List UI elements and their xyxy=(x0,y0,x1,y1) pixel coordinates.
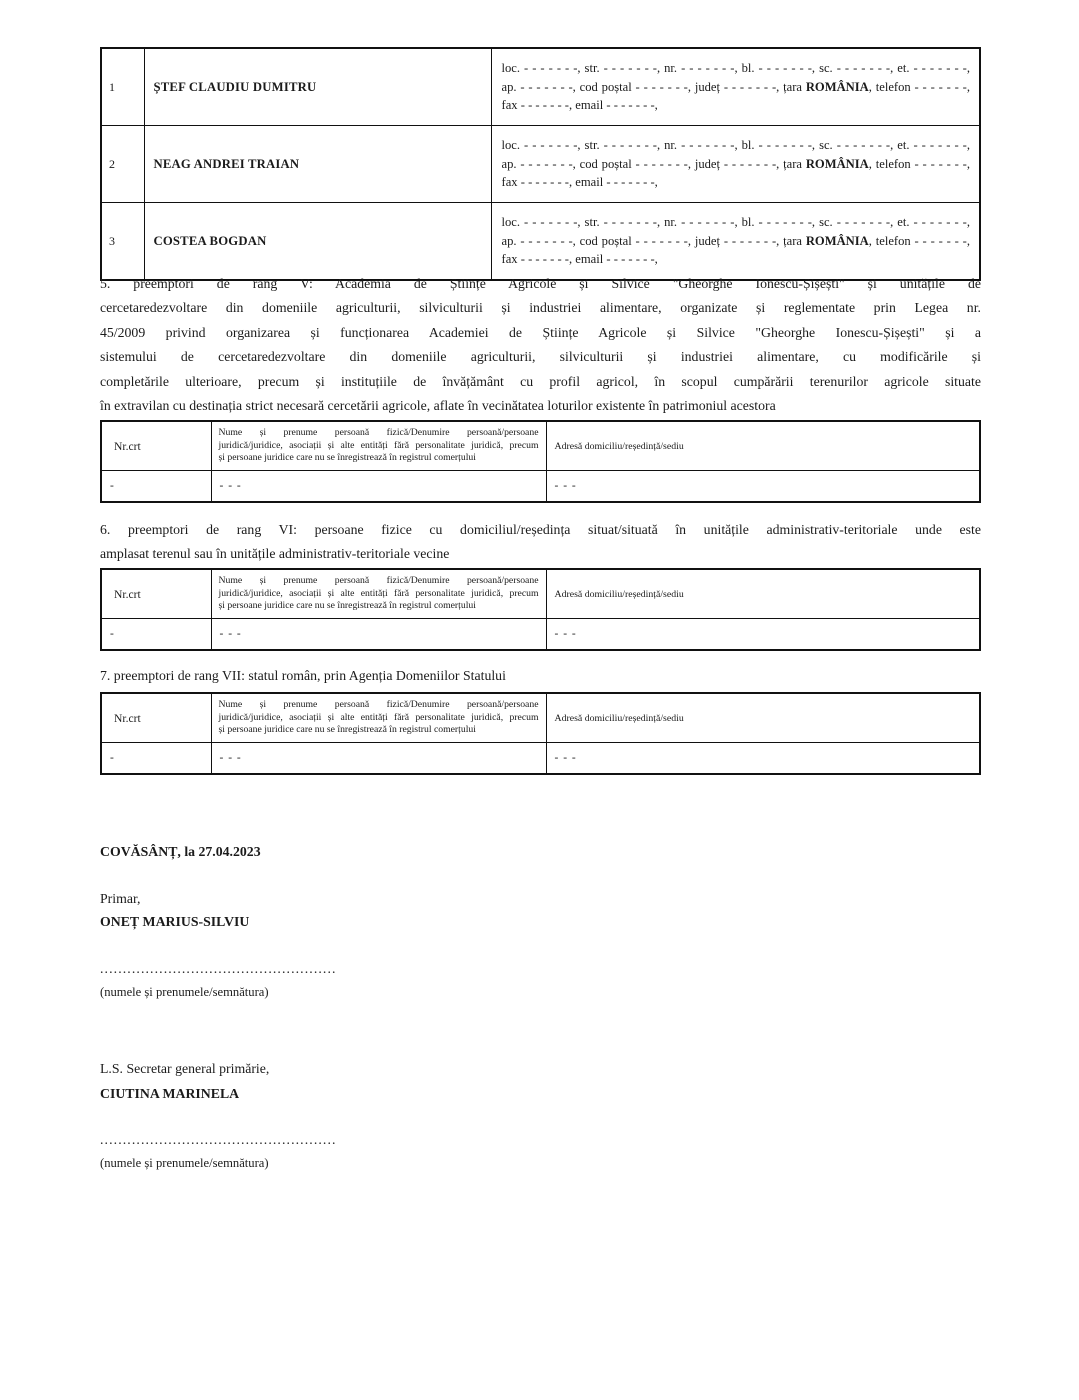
cell-address: - - - xyxy=(546,743,980,775)
paragraph-line: 7. preemptori de rang VII: statul român, prin Agenția Domeniilor Statului xyxy=(100,668,506,683)
address-line-2-prefix: ap. - - - - - - -, cod poștal - - - - - - -, județ - - - - - - -, țara xyxy=(501,79,806,94)
header-name-line: Nume și prenume persoană fizică/Denumire persoană/persoane xyxy=(218,427,539,439)
header-address: Adresă domiciliu/reședință/sediu xyxy=(546,569,980,619)
table-data-row xyxy=(101,743,980,775)
country-name: ROMÂNIA xyxy=(805,156,869,171)
country-name: ROMÂNIA xyxy=(805,233,869,248)
cell-name: - - - xyxy=(211,471,546,503)
header-name-line: juridică/juridice, asociații și alte entități fără personalitate juridică, precum xyxy=(218,711,539,723)
cell-address: - - - xyxy=(546,619,980,651)
rank6-preemptors-table xyxy=(100,568,981,651)
header-nrcrt: Nr.crt xyxy=(101,693,211,743)
header-name xyxy=(211,693,546,743)
table-header-row xyxy=(101,421,980,471)
owner-row-2 xyxy=(101,126,980,203)
paragraph-line: 5. preemptori de rang V: Academia de Științe Agricole și Silvice "Gheorghe Ionescu-Șișești" și unitățile de xyxy=(100,276,981,291)
paragraph-line: sistemului de cercetaredezvoltare din domeniile agriculturii, silviculturii și industriei alimentare, cu modificările și xyxy=(100,349,981,365)
address-line-1: loc. - - - - - - -, str. - - - - - - -, nr. - - - - - - -, bl. - - - - - - -, sc. - - - - - - -, et. - - - - - - -, xyxy=(501,215,970,230)
address-line-3: fax - - - - - - -, email - - - - - - -, xyxy=(501,252,658,267)
owner-index: 3 xyxy=(101,203,144,281)
secretary-role: L.S. Secretar general primărie, xyxy=(100,1061,270,1076)
address-line-2 xyxy=(502,232,971,251)
address-line-2-suffix: , telefon - - - - - - -, xyxy=(868,79,970,94)
paragraph-line: cercetaredezvoltare din domeniile agriculturii, silviculturii și industriei alimentare, organizate și reglementate prin Legea nr. xyxy=(100,300,981,316)
address-line-3: fax - - - - - - -, email - - - - - - -, xyxy=(501,98,658,113)
place-and-date: COVĂSÂNȚ, la 27.04.2023 xyxy=(100,844,261,859)
cell-name: - - - xyxy=(211,743,546,775)
secretary-name: CIUTINA MARINELA xyxy=(100,1086,240,1101)
header-name-line: juridică/juridice, asociații și alte entități fără personalitate juridică, precum xyxy=(218,439,539,451)
table-data-row xyxy=(101,471,980,503)
paragraph-line: amplasat terenul sau în unitățile administrativ-teritoriale vecine xyxy=(100,546,450,562)
header-name xyxy=(211,569,546,619)
cell-nr: - xyxy=(101,471,211,503)
rank7-preemptors-table xyxy=(100,692,981,775)
section-7-paragraph xyxy=(100,664,981,688)
secretary-signature-caption: (numele și prenumele/semnătura) xyxy=(100,1156,269,1170)
header-nrcrt: Nr.crt xyxy=(101,569,211,619)
owner-address xyxy=(491,126,980,203)
mayor-signature-caption: (numele și prenumele/semnătura) xyxy=(100,985,269,999)
section-5-paragraph xyxy=(100,272,981,418)
address-line-2-suffix: , telefon - - - - - - -, xyxy=(868,156,970,171)
owner-row-3 xyxy=(101,203,980,281)
mayor-signature-line: .................................................... xyxy=(100,961,337,976)
paragraph-line: în extravilan cu destinația strict necesară cercetării agricole, aflate în vecinătatea loturilor existente în patrimoniul acestora xyxy=(100,398,776,414)
country-name: ROMÂNIA xyxy=(805,79,869,94)
cell-name: - - - xyxy=(211,619,546,651)
secretary-signature-line: .................................................... xyxy=(100,1132,337,1147)
owners-table xyxy=(100,47,981,281)
table-header-row xyxy=(101,693,980,743)
cell-nr: - xyxy=(101,743,211,775)
address-line-2 xyxy=(502,78,971,97)
table-header-row xyxy=(101,569,980,619)
header-nrcrt: Nr.crt xyxy=(101,421,211,471)
section-6-paragraph xyxy=(100,518,981,567)
owner-name: ȘTEF CLAUDIU DUMITRU xyxy=(144,48,491,126)
mayor-name: ONEȚ MARIUS-SILVIU xyxy=(100,914,250,929)
paragraph-line: completările ulterioare, precum și instituțiile de învățământ cu profil agricol, în scopul cumpărării terenurilor agricole situate xyxy=(100,373,981,389)
rank5-preemptors-table xyxy=(100,420,981,503)
cell-nr: - xyxy=(101,619,211,651)
header-name-line: și persoane juridice care nu se înregistrează în registrul comerțului xyxy=(218,452,476,464)
mayor-role: Primar, xyxy=(100,891,141,906)
address-line-2 xyxy=(502,155,971,174)
header-name-line: și persoane juridice care nu se înregistrează în registrul comerțului xyxy=(218,724,476,736)
header-name xyxy=(211,421,546,471)
owner-index: 2 xyxy=(101,126,144,203)
address-line-2-prefix: ap. - - - - - - -, cod poștal - - - - - - -, județ - - - - - - -, țara xyxy=(501,156,806,171)
owner-address xyxy=(491,203,980,281)
cell-address: - - - xyxy=(546,471,980,503)
owner-name: COSTEA BOGDAN xyxy=(144,203,491,281)
header-name-line: juridică/juridice, asociații și alte entități fără personalitate juridică, precum xyxy=(218,587,539,599)
header-address: Adresă domiciliu/reședință/sediu xyxy=(546,421,980,471)
paragraph-line: 6. preemptori de rang VI: persoane fizice cu domiciliul/reședința situat/situată în unitățile administrativ-teritoriale unde este xyxy=(100,522,981,537)
address-line-1: loc. - - - - - - -, str. - - - - - - -, nr. - - - - - - -, bl. - - - - - - -, sc. - - - - - - -, et. - - - - - - -, xyxy=(501,138,970,153)
address-line-1: loc. - - - - - - -, str. - - - - - - -, nr. - - - - - - -, bl. - - - - - - -, sc. - - - - - - -, et. - - - - - - -, xyxy=(501,61,970,76)
owner-index: 1 xyxy=(101,48,144,126)
table-data-row xyxy=(101,619,980,651)
address-line-2-prefix: ap. - - - - - - -, cod poștal - - - - - - -, județ - - - - - - -, țara xyxy=(501,233,806,248)
paragraph-line: 45/2009 privind organizarea și funcționarea Academiei de Științe Agricole și Silvice "Gheorghe Ionescu-Șișești" și a xyxy=(100,324,981,340)
header-name-line: Nume și prenume persoană fizică/Denumire persoană/persoane xyxy=(218,575,539,587)
header-name-line: Nume și prenume persoană fizică/Denumire persoană/persoane xyxy=(218,699,539,711)
owner-row-1 xyxy=(101,48,980,126)
owner-address xyxy=(491,48,980,126)
address-line-2-suffix: , telefon - - - - - - -, xyxy=(868,233,970,248)
owner-name: NEAG ANDREI TRAIAN xyxy=(144,126,491,203)
header-name-line: și persoane juridice care nu se înregistrează în registrul comerțului xyxy=(218,600,476,612)
header-address: Adresă domiciliu/reședință/sediu xyxy=(546,693,980,743)
address-line-3: fax - - - - - - -, email - - - - - - -, xyxy=(501,175,658,190)
